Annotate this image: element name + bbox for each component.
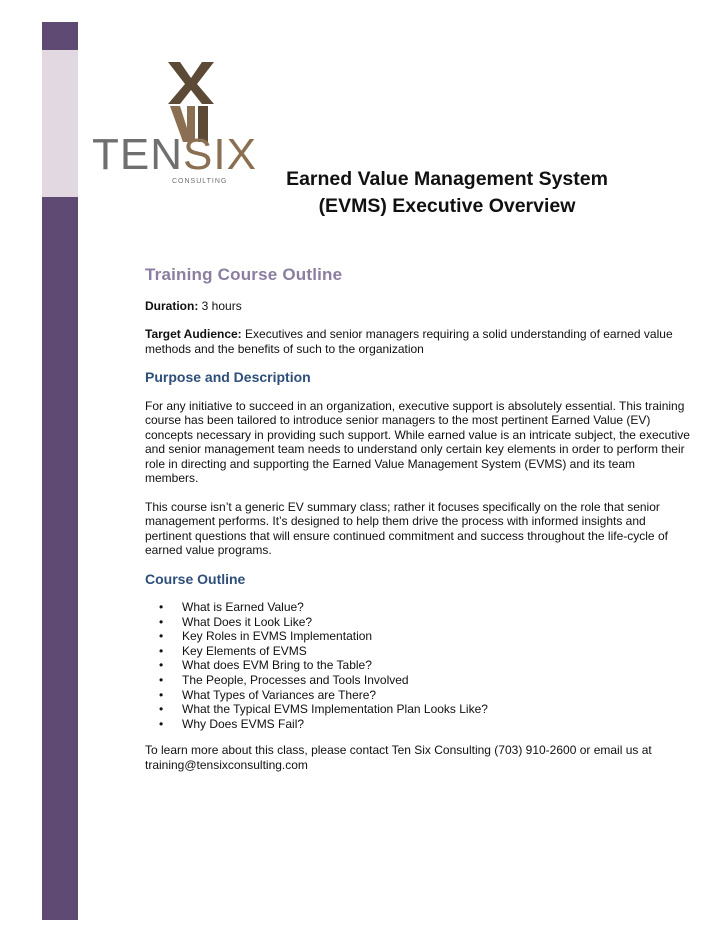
document-title [262, 166, 632, 220]
list-item-text: Key Roles in EVMS Implementation [182, 629, 373, 644]
bullet-icon: • [159, 614, 164, 629]
list-item [155, 600, 690, 615]
purpose-heading: Purpose and Description [145, 369, 311, 385]
audience-line [145, 327, 690, 356]
list-item-text: Why Does EVMS Fail? [182, 716, 305, 731]
course-outline-list [145, 600, 690, 731]
outline-heading: Course Outline [145, 570, 246, 587]
list-item [155, 702, 690, 717]
logo-wordmark [92, 130, 257, 179]
title-line-1: Earned Value Management System [286, 168, 608, 190]
bullet-icon: • [159, 629, 164, 644]
bullet-icon: • [159, 658, 164, 673]
logo-subtitle: CONSULTING [172, 178, 228, 185]
duration-label: Duration: [145, 298, 199, 313]
list-item-text: What does EVM Bring to the Table? [182, 658, 372, 673]
bullet-icon: • [159, 643, 164, 658]
list-item-text: What is Earned Value? [182, 600, 304, 614]
training-heading: Training Course Outline [145, 265, 343, 284]
bullet-icon: • [159, 716, 164, 731]
audience-label: Target Audience: [145, 327, 242, 341]
list-item [155, 717, 690, 732]
title-line-2: (EVMS) Executive Overview [318, 195, 576, 217]
audience-value: Executives and senior managers requiring a solid understanding of earned value methods and the benefits of such to the organization [145, 327, 673, 356]
duration-line [145, 299, 690, 314]
list-item [155, 658, 690, 673]
list-item-text: What Types of Variances are There? [182, 687, 377, 702]
bullet-icon: • [159, 672, 164, 687]
list-item-text: Key Elements of EVMS [182, 643, 307, 658]
contact-paragraph: To learn more about this class, please contact Ten Six Consulting (703) 910-2600 or email us at training@tensixconsulting.com [145, 743, 652, 772]
list-item [155, 673, 690, 688]
list-item [155, 688, 690, 703]
purpose-paragraph-1: For any initiative to succeed in an organization, executive support is absolutely essential. This training course has been tailored to introduce senior managers to the most pertinent Earned Value (EV) concepts necessary in providing such support. While earned value is an intricate subject, the executive and senior management team needs to understand only certain key elements in order to perform their role in directing and supporting the Earned Value Management System (EVMS) and its team members. [145, 398, 690, 485]
bullet-icon: • [159, 687, 164, 702]
list-item [155, 629, 690, 644]
duration-value: 3 hours [198, 298, 242, 313]
bullet-icon: • [159, 600, 164, 614]
document-body [145, 265, 690, 786]
bullet-icon: • [159, 702, 164, 717]
purpose-paragraph-2: This course isn’t a generic EV summary class; rather it focuses specifically on the role that senior management performs. It’s designed to help them drive the process with informed insights and pertinent questions that will ensure continued commitment and success throughout the life-cycle of earned value programs. [145, 499, 668, 557]
list-item [155, 615, 690, 630]
list-item-text: The People, Processes and Tools Involved [182, 672, 409, 687]
logo-word-six: SIX [183, 130, 257, 179]
logo-word-ten: TEN [92, 130, 183, 179]
list-item-text: What Does it Look Like? [182, 614, 313, 629]
list-item [155, 644, 690, 659]
list-item-text: What the Typical EVMS Implementation Plan Looks Like? [182, 702, 488, 717]
